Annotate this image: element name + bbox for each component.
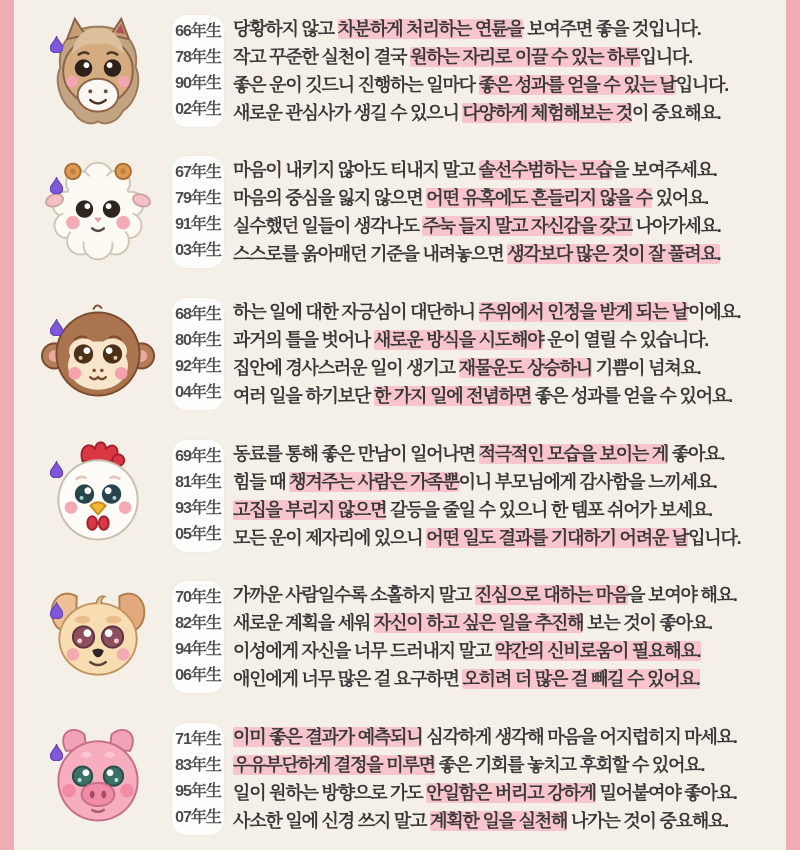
birth-years-pill — [172, 440, 224, 552]
fortune-text-segment: 새로운 계획을 세워 — [233, 613, 374, 634]
fortune-line — [233, 326, 786, 354]
watermark-drop-icon — [50, 177, 63, 194]
fortune-line — [233, 496, 786, 524]
fortune-highlight-segment: 진심으로 대하는 마음 — [474, 585, 629, 606]
watermark-drop-icon — [50, 744, 63, 761]
fortune-line — [233, 723, 786, 751]
fortune-highlight-segment: 우유부단하게 결정을 미루면 — [233, 754, 435, 775]
sheep-icon — [24, 149, 172, 275]
birth-year-label: 91年生 — [175, 216, 221, 234]
fortune-highlight-segment: 다양하게 체험해보는 것 — [462, 102, 632, 123]
fortune-highlight-segment: 오히려 더 많은 걸 빼길 수 있어요. — [462, 669, 700, 690]
fortune-text-segment: 이니 부모님에게 감사함을 느끼세요. — [458, 471, 717, 492]
fortune-line — [233, 354, 786, 382]
fortune-line — [233, 240, 786, 268]
fortune-lines — [233, 440, 786, 552]
fortune-line — [233, 382, 786, 410]
fortune-text-segment: 심각하게 생각해 마음을 어지럽히지 마세요. — [422, 726, 737, 747]
fortune-text-segment: 새로운 관심사가 생길 수 있으니 — [233, 102, 463, 123]
zodiac-section-monkey — [14, 283, 786, 425]
fortune-text-segment: 을 보여야 해요. — [628, 585, 737, 606]
fortune-text-segment: 사소한 일에 신경 쓰지 말고 — [233, 810, 431, 831]
watermark-drop-icon — [50, 36, 63, 53]
fortune-line — [233, 637, 786, 665]
fortune-lines — [233, 723, 786, 835]
dog-icon — [24, 574, 172, 700]
birth-year-label: 05年生 — [175, 525, 221, 543]
fortune-text-segment: 집안에 경사스러운 일이 생기고 — [233, 357, 459, 378]
birth-year-label: 07年生 — [175, 808, 221, 826]
fortune-highlight-segment: 재물운도 상승하니 — [458, 357, 592, 378]
fortune-text-segment: 당황하지 않고 — [233, 18, 338, 39]
fortune-text-segment: 좋아요. — [668, 443, 725, 464]
fortune-highlight-segment: 계획한 일을 실천해 — [430, 810, 568, 831]
fortune-text-segment: 동료를 통해 좋은 만남이 일어나면 — [233, 443, 479, 464]
fortune-line — [233, 807, 786, 835]
fortune-text-segment: 입니다. — [639, 46, 692, 67]
fortune-text-segment: 이 중요해요. — [631, 102, 721, 123]
fortune-text-segment: 좋은 성과를 얻을 수 있어요. — [531, 385, 732, 406]
birth-year-label: 81年生 — [175, 473, 221, 491]
fortune-text-segment: 일이 원하는 방향으로 가도 — [233, 782, 427, 803]
fortune-line — [233, 212, 786, 240]
fortune-text-segment: 마음이 내키지 않아도 티내지 말고 — [233, 160, 479, 181]
monkey-icon — [24, 291, 172, 417]
fortune-text-segment: 기쁨이 넘쳐요. — [591, 357, 701, 378]
fortune-highlight-segment: 새로운 방식을 시도해야 — [373, 329, 544, 350]
fortune-line — [233, 665, 786, 693]
fortune-lines — [233, 298, 786, 410]
watermark-drop-icon — [50, 602, 63, 619]
fortune-line — [233, 524, 786, 552]
fortune-highlight-segment: 원하는 자리로 이끌 수 있는 하루 — [410, 46, 640, 67]
birth-year-label: 92年生 — [175, 357, 221, 375]
birth-year-label: 66年生 — [175, 22, 221, 40]
fortune-highlight-segment: 어떤 일도 결과를 기대하기 어려운 날 — [426, 527, 689, 548]
birth-year-label: 70年生 — [175, 589, 221, 607]
birth-year-label: 78年生 — [175, 48, 221, 66]
fortune-line — [233, 99, 786, 127]
fortune-text-segment: 입니다. — [675, 74, 729, 95]
birth-years-pill — [172, 15, 224, 127]
fortune-text-segment: 힘들 때 — [233, 471, 290, 492]
birth-year-label: 95年生 — [175, 782, 221, 800]
birth-year-label: 79年生 — [175, 190, 221, 208]
left-border — [0, 0, 14, 850]
birth-year-label: 90年生 — [175, 74, 221, 92]
fortune-highlight-segment: 고집을 부리지 않으면 — [233, 499, 387, 520]
fortune-highlight-segment: 어떤 유혹에도 흔들리지 않을 수 — [426, 188, 652, 209]
birth-year-label: 69年生 — [175, 447, 221, 465]
fortune-line — [233, 609, 786, 637]
fortune-lines — [233, 156, 786, 268]
fortune-line — [233, 440, 786, 468]
fortune-highlight-segment: 생각보다 많은 것이 잘 풀려요. — [507, 244, 721, 265]
fortune-line — [233, 184, 786, 212]
fortune-line — [233, 468, 786, 496]
fortune-highlight-segment: 주눅 들지 말고 자신감을 갖고 — [422, 216, 632, 237]
fortune-line — [233, 156, 786, 184]
birth-years-pill — [172, 156, 224, 268]
zodiac-section-horse — [14, 0, 786, 142]
right-border — [786, 0, 800, 850]
watermark-drop-icon — [50, 461, 63, 478]
birth-years-pill — [172, 298, 224, 410]
fortune-text-segment: 운이 열릴 수 있습니다. — [543, 329, 709, 350]
fortune-text-segment: 좋은 운이 깃드니 진행하는 일마다 — [233, 74, 479, 95]
zodiac-section-rooster — [14, 425, 786, 567]
fortune-text-segment: 을 보여주세요. — [611, 160, 717, 181]
fortune-highlight-segment: 안일함은 버리고 강하게 — [426, 782, 596, 803]
watermark-drop-icon — [50, 319, 63, 336]
birth-year-label: 94年生 — [175, 641, 221, 659]
fortune-text-segment: 마음의 중심을 잃지 않으면 — [233, 188, 427, 209]
fortune-text-segment: 모든 운이 제자리에 있으니 — [233, 527, 427, 548]
birth-year-label: 03年生 — [175, 242, 221, 260]
fortune-line — [233, 15, 786, 43]
fortune-text-segment: 보여주면 좋을 것입니다. — [523, 18, 701, 39]
fortune-highlight-segment: 자신이 하고 싶은 일을 추진해 — [373, 613, 584, 634]
birth-year-label: 67年生 — [175, 164, 221, 182]
fortune-text-segment: 작고 꾸준한 실천이 결국 — [233, 46, 411, 67]
fortune-text-segment: 보는 것이 좋아요. — [583, 613, 712, 634]
fortune-text-segment: 가까운 사람일수록 소홀하지 말고 — [233, 585, 475, 606]
fortune-lines — [233, 581, 786, 693]
fortune-line — [233, 581, 786, 609]
birth-year-label: 71年生 — [175, 730, 221, 748]
fortune-text-segment: 갈등을 줄일 수 있으니 한 템포 쉬어가 보세요. — [386, 499, 712, 520]
fortune-highlight-segment: 이미 좋은 결과가 예측되니 — [233, 726, 423, 747]
birth-year-label: 68年生 — [175, 305, 221, 323]
fortune-text-segment: 여러 일을 하기보단 — [233, 385, 374, 406]
fortune-highlight-segment: 좋은 성과를 얻을 수 있는 날 — [478, 74, 676, 95]
fortune-highlight-segment: 챙겨주는 사람은 가족뿐 — [289, 471, 459, 492]
birth-year-label: 83年生 — [175, 756, 221, 774]
fortune-text-segment: 나가는 것이 중요해요. — [567, 810, 729, 831]
fortune-text-segment: 입니다. — [688, 527, 741, 548]
fortune-highlight-segment: 약간의 신비로움이 필요해요. — [494, 641, 701, 662]
zodiac-fortune-list — [14, 0, 786, 850]
fortune-line — [233, 298, 786, 326]
zodiac-section-sheep — [14, 142, 786, 284]
fortune-line — [233, 71, 786, 99]
fortune-text-segment: 밀어붙여야 좋아요. — [595, 782, 737, 803]
birth-years-pill — [172, 581, 224, 693]
fortune-highlight-segment: 차분하게 처리하는 연륜을 — [337, 18, 524, 39]
birth-years-pill — [172, 723, 224, 835]
fortune-text-segment: 과거의 틀을 벗어나 — [233, 329, 374, 350]
fortune-text-segment: 실수했던 일들이 생각나도 — [233, 216, 423, 237]
fortune-highlight-segment: 한 가지 일에 전념하면 — [373, 385, 532, 406]
fortune-highlight-segment: 적극적인 모습을 보이는 게 — [478, 443, 669, 464]
birth-year-label: 80年生 — [175, 331, 221, 349]
fortune-highlight-segment: 솔선수범하는 모습 — [478, 160, 612, 181]
birth-year-label: 06年生 — [175, 667, 221, 685]
zodiac-section-dog — [14, 566, 786, 708]
zodiac-section-pig — [14, 708, 786, 850]
fortune-text-segment: 하는 일에 대한 자긍심이 대단하니 — [233, 301, 479, 322]
fortune-lines — [233, 15, 786, 127]
birth-year-label: 04年生 — [175, 383, 221, 401]
fortune-text-segment: 좋은 기회를 놓치고 후회할 수 있어요. — [434, 754, 705, 775]
fortune-text-segment: 스스로를 옭아매던 기준을 내려놓으면 — [233, 244, 508, 265]
birth-year-label: 82年生 — [175, 615, 221, 633]
fortune-line — [233, 779, 786, 807]
fortune-line — [233, 751, 786, 779]
rooster-icon — [24, 433, 172, 559]
pig-icon — [24, 716, 172, 842]
fortune-line — [233, 43, 786, 71]
horse-icon — [24, 8, 172, 134]
fortune-text-segment: 있어요. — [651, 188, 709, 209]
fortune-text-segment: 이에요. — [688, 301, 741, 322]
birth-year-label: 02年生 — [175, 100, 221, 118]
fortune-text-segment: 애인에게 너무 많은 걸 요구하면 — [233, 669, 463, 690]
birth-year-label: 93年生 — [175, 499, 221, 517]
fortune-highlight-segment: 주위에서 인정을 받게 되는 날 — [478, 301, 689, 322]
fortune-text-segment: 나아가세요. — [631, 216, 721, 237]
fortune-text-segment: 이성에게 자신을 너무 드러내지 말고 — [233, 641, 495, 662]
